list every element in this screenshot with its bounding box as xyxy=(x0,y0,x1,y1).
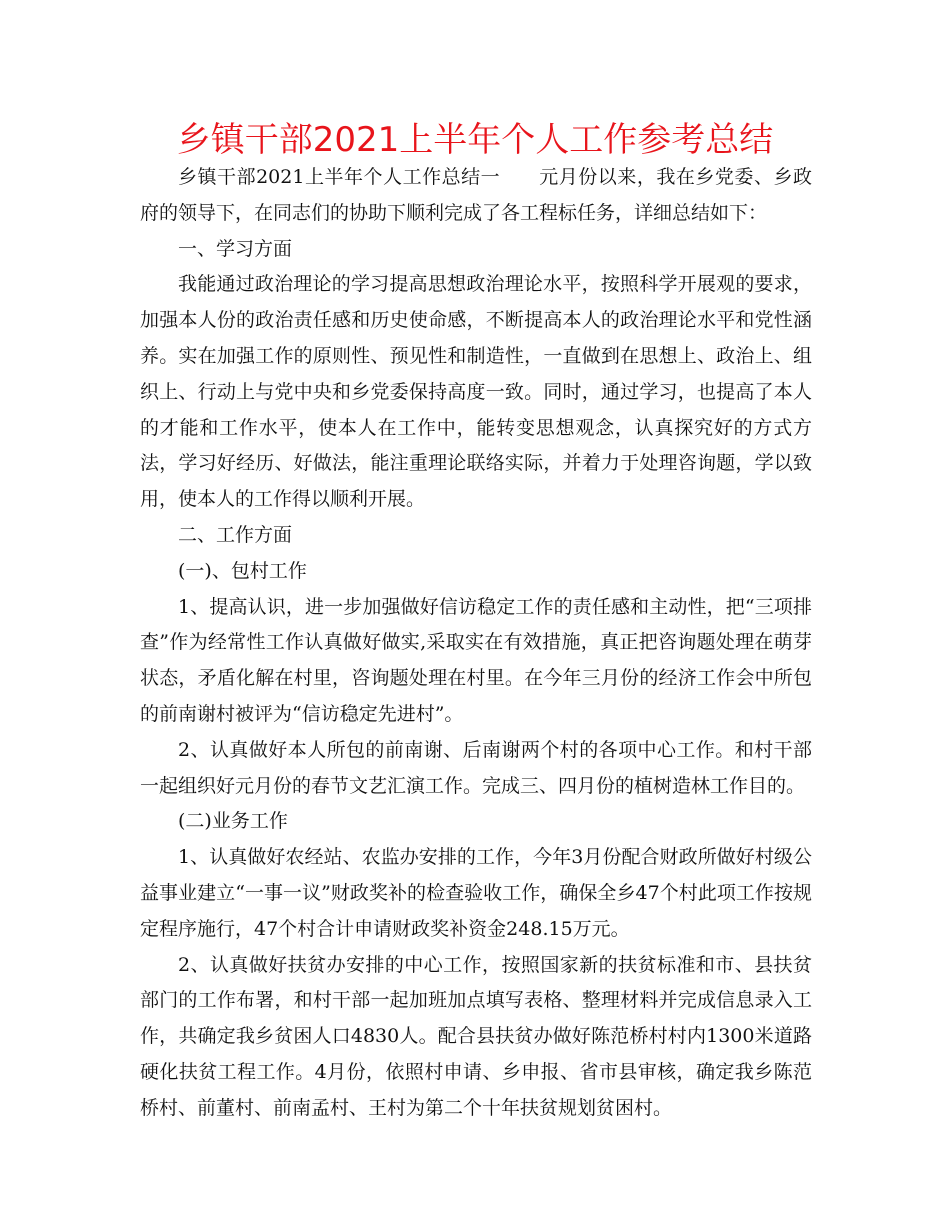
paragraph-business-1: 1、认真做好农经站、农监办安排的工作，今年3月份配合财政所做好村级公益事业建立“一事一议”财政奖补的检查验收工作，确保全乡47个村此项工作按规定程序施行，47个村合计申请财政奖补资金248.15万元。 xyxy=(140,846,812,940)
section-heading-work: 二、工作方面 xyxy=(178,523,293,546)
paragraph-village-2: 2、认真做好本人所包的前南谢、后南谢两个村的各项中心工作。和村干部一起组织好元月份的春节文艺汇演工作。完成三、四月份的植树造林工作目的。 xyxy=(140,738,812,797)
paragraph-village-1: 1、提高认识，进一步加强做好信访稳定工作的责任感和主动性，把“三项排查”作为经常性工作认真做好做实,采取实在有效措施，真正把咨询题处理在萌芽状态，矛盾化解在村里，咨询题处理在村里。在今年三月份的经济工作会中所包的前南谢村被评为“信访稳定先进村”。 xyxy=(140,595,812,725)
section-heading-study: 一、学习方面 xyxy=(178,237,293,260)
paragraph-study: 我能通过政治理论的学习提高思想政治理论水平，按照科学开展观的要求，加强本人份的政治责任感和历史使命感，不断提高本人的政治理论水平和党性涵养。实在加强工作的原则性、预见性和制造性，一直做到在思想上、政治上、组织上、行动上与党中央和乡党委保持高度一致。同时，通过学习，也提高了本人的才能和工作水平，使本人在工作中，能转变思想观念，认真探究好的方式方法，学习好经历、好做法，能注重理论联络实际，并着力于处理咨询题，学以致用，使本人的工作得以顺利开展。 xyxy=(140,273,812,511)
document-title: 乡镇干部2021上半年个人工作参考总结 xyxy=(176,120,774,160)
subsection-heading-village: (一)、包村工作 xyxy=(178,559,307,582)
paragraph-business-2: 2、认真做好扶贫办安排的中心工作，按照国家新的扶贫标准和市、县扶贫部门的工作布署，和村干部一起加班加点填写表格、整理材料并完成信息录入工作，共确定我乡贫困人口4830人。配合县扶贫办做好陈范桥村村内1300米道路硬化扶贫工程工作。4月份，依照村申请、乡申报、省市县审核，确定我乡陈范桥村、前董村、前南孟村、王村为第二个十年扶贫规划贫困村。 xyxy=(140,953,812,1119)
subsection-heading-business: (二)业务工作 xyxy=(178,810,288,833)
paragraph-intro: 乡镇干部2021上半年个人工作总结一 元月份以来，我在乡党委、乡政府的领导下，在同志们的协助下顺利完成了各工程标任务，详细总结如下： xyxy=(140,166,812,224)
document-body xyxy=(140,160,812,1127)
